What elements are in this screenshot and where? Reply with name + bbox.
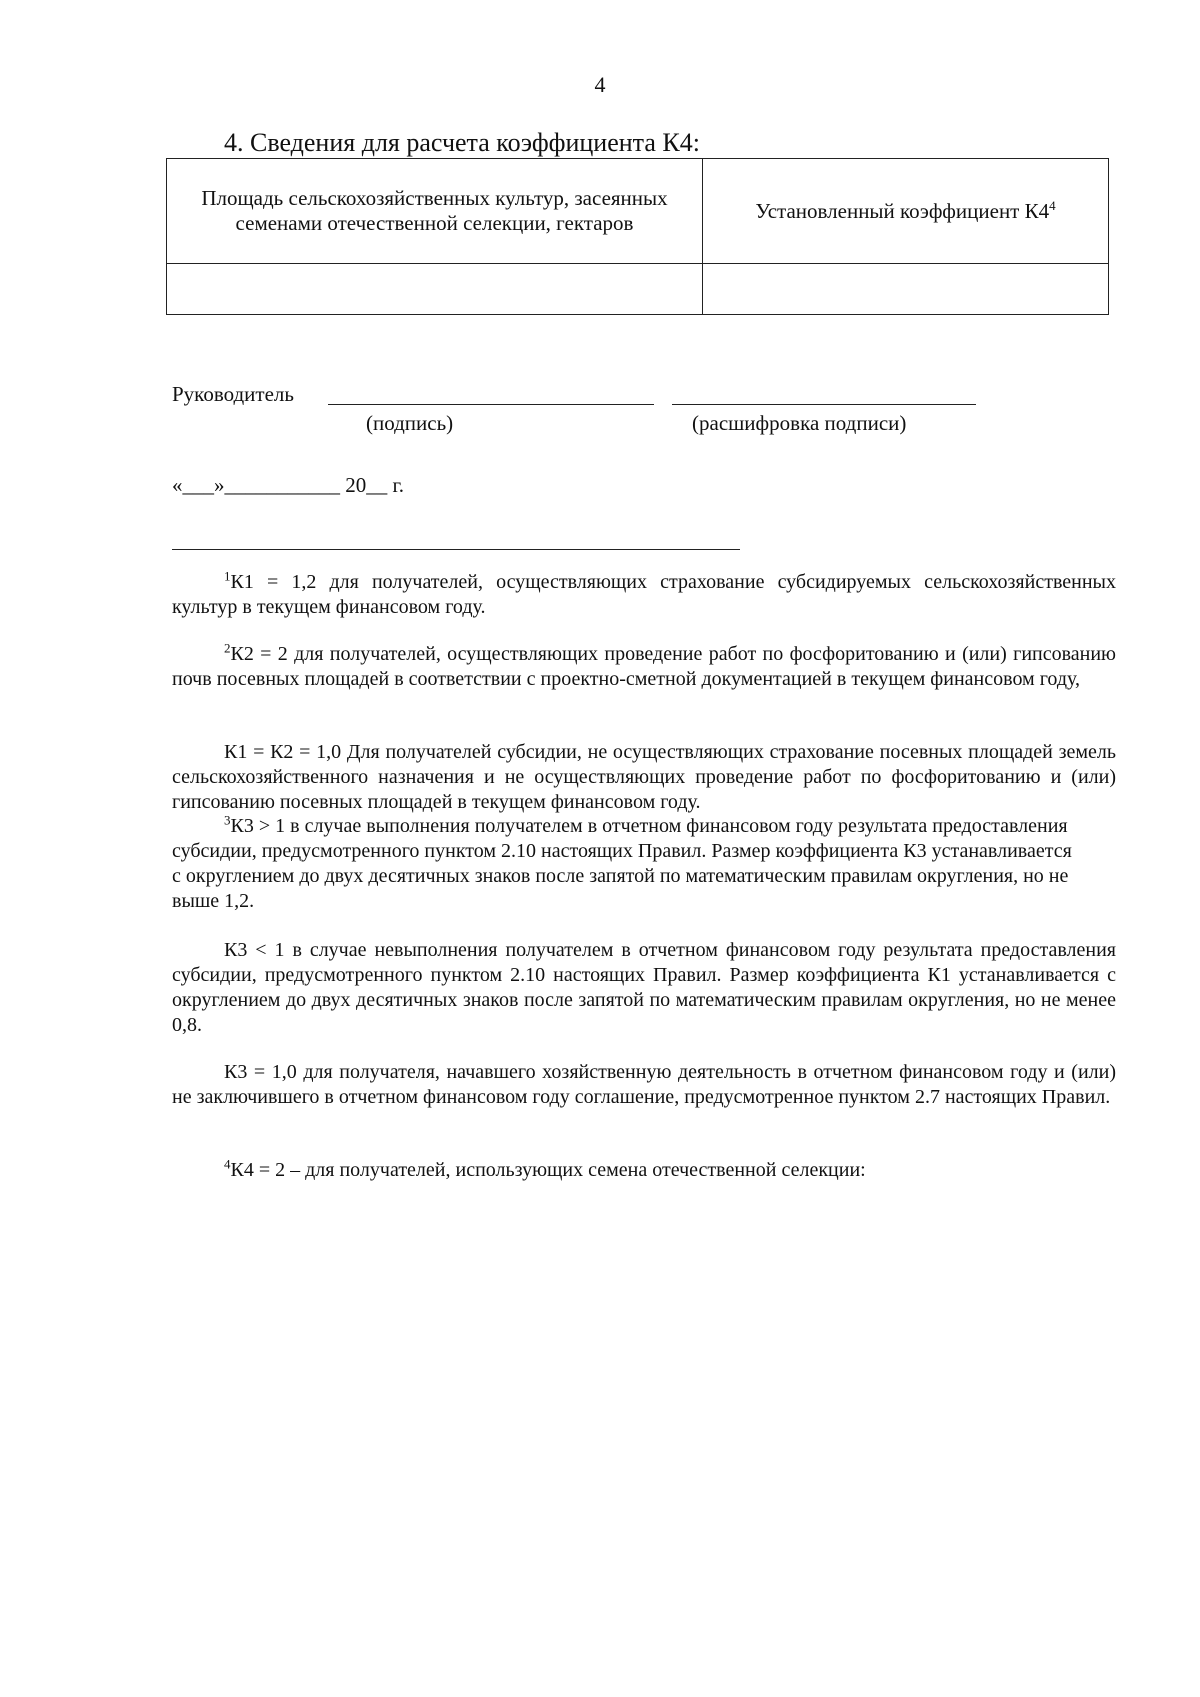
header-coefficient-text: Установленный коэффициент К4: [755, 198, 1050, 223]
footnote-3-marker: 3: [224, 812, 231, 828]
signature-line: [328, 404, 654, 405]
footnote-separator: [172, 549, 740, 550]
header-area-text: Площадь сельскохозяйственных культур, засеянных семенами отечественной селекции, гектаров: [201, 186, 668, 235]
footnote-2-text: К2 = 2 для получателей, осуществляющих проведение работ по фосфоритованию и (или) гипсованию почв посевных площадей в соответствии с проектно-сметной документацией в текущем финансовом году,: [172, 643, 1116, 690]
header-coefficient-footnote-ref: 4: [1049, 197, 1056, 213]
header-cell-area: [167, 159, 703, 264]
footnote-1: [172, 570, 1116, 620]
footnote-3: [172, 814, 1082, 914]
footnote-2: [172, 642, 1116, 692]
footnote-3c-text: К3 = 1,0 для получателя, начавшего хозяйственную деятельность в отчетном финансовом году и (или) не заключившего в отчетном финансовом году соглашение, предусмотренное пунктом 2.7 настоящих Правил.: [172, 1061, 1116, 1108]
footnote-3-continuation-2: [172, 1060, 1116, 1110]
k4-table: [166, 158, 1109, 315]
cell-coefficient-value[interactable]: [703, 264, 1109, 315]
footnote-1-text: К1 = 1,2 для получателей, осуществляющих страхование субсидируемых сельскохозяйственных культур в текущем финансовом году.: [172, 571, 1116, 618]
table-header-row: [167, 159, 1109, 264]
table-row: [167, 264, 1109, 315]
signature-caption: (подпись): [366, 411, 454, 435]
date-line: «___»___________ 20__ г.: [172, 473, 404, 497]
footnote-4: [172, 1158, 1116, 1183]
footnote-1-marker: 1: [224, 568, 231, 584]
section-heading: 4. Сведения для расчета коэффициента К4:: [224, 128, 700, 157]
footnote-4-marker: 4: [224, 1156, 231, 1172]
footnote-3-continuation-1: [172, 938, 1116, 1038]
signature-decode-caption: (расшифровка подписи): [692, 411, 907, 435]
footnote-2-continuation: [172, 740, 1116, 815]
footnote-3b-text: К3 < 1 в случае невыполнения получателем в отчетном финансовом году результата предоставления субсидии, предусмотренного пунктом 2.10 настоящих Правил. Размер коэффициента К1 устанавливается с округлением до двух десятичных знаков после запятой по математическим правилам округления, но не менее 0,8.: [172, 939, 1116, 1036]
footnote-3-text: К3 > 1 в случае выполнения получателем в отчетном финансовом году результата предоставления субсидии, предусмотренного пунктом 2.10 настоящих Правил. Размер коэффициента К3 устанавливается с округлением до двух десятичных знаков после запятой по математическим правилам округления, но не выше 1,2.: [172, 815, 1072, 912]
signature-label: Руководитель: [172, 382, 294, 406]
footnote-2b-text: К1 = К2 = 1,0 Для получателей субсидии, не осуществляющих страхование посевных площадей земель сельскохозяйственного назначения и не осуществляющих проведение работ по фосфоритованию и (или) гипсованию посевных площадей в текущем финансовом году.: [172, 741, 1116, 813]
header-cell-coefficient: [703, 159, 1109, 264]
cell-area-value[interactable]: [167, 264, 703, 315]
footnote-4-text: К4 = 2 – для получателей, использующих семена отечественной селекции:: [230, 1159, 866, 1181]
footnote-2-marker: 2: [224, 640, 231, 656]
signature-decode-line: [672, 404, 976, 405]
page-number: 4: [594, 72, 606, 97]
